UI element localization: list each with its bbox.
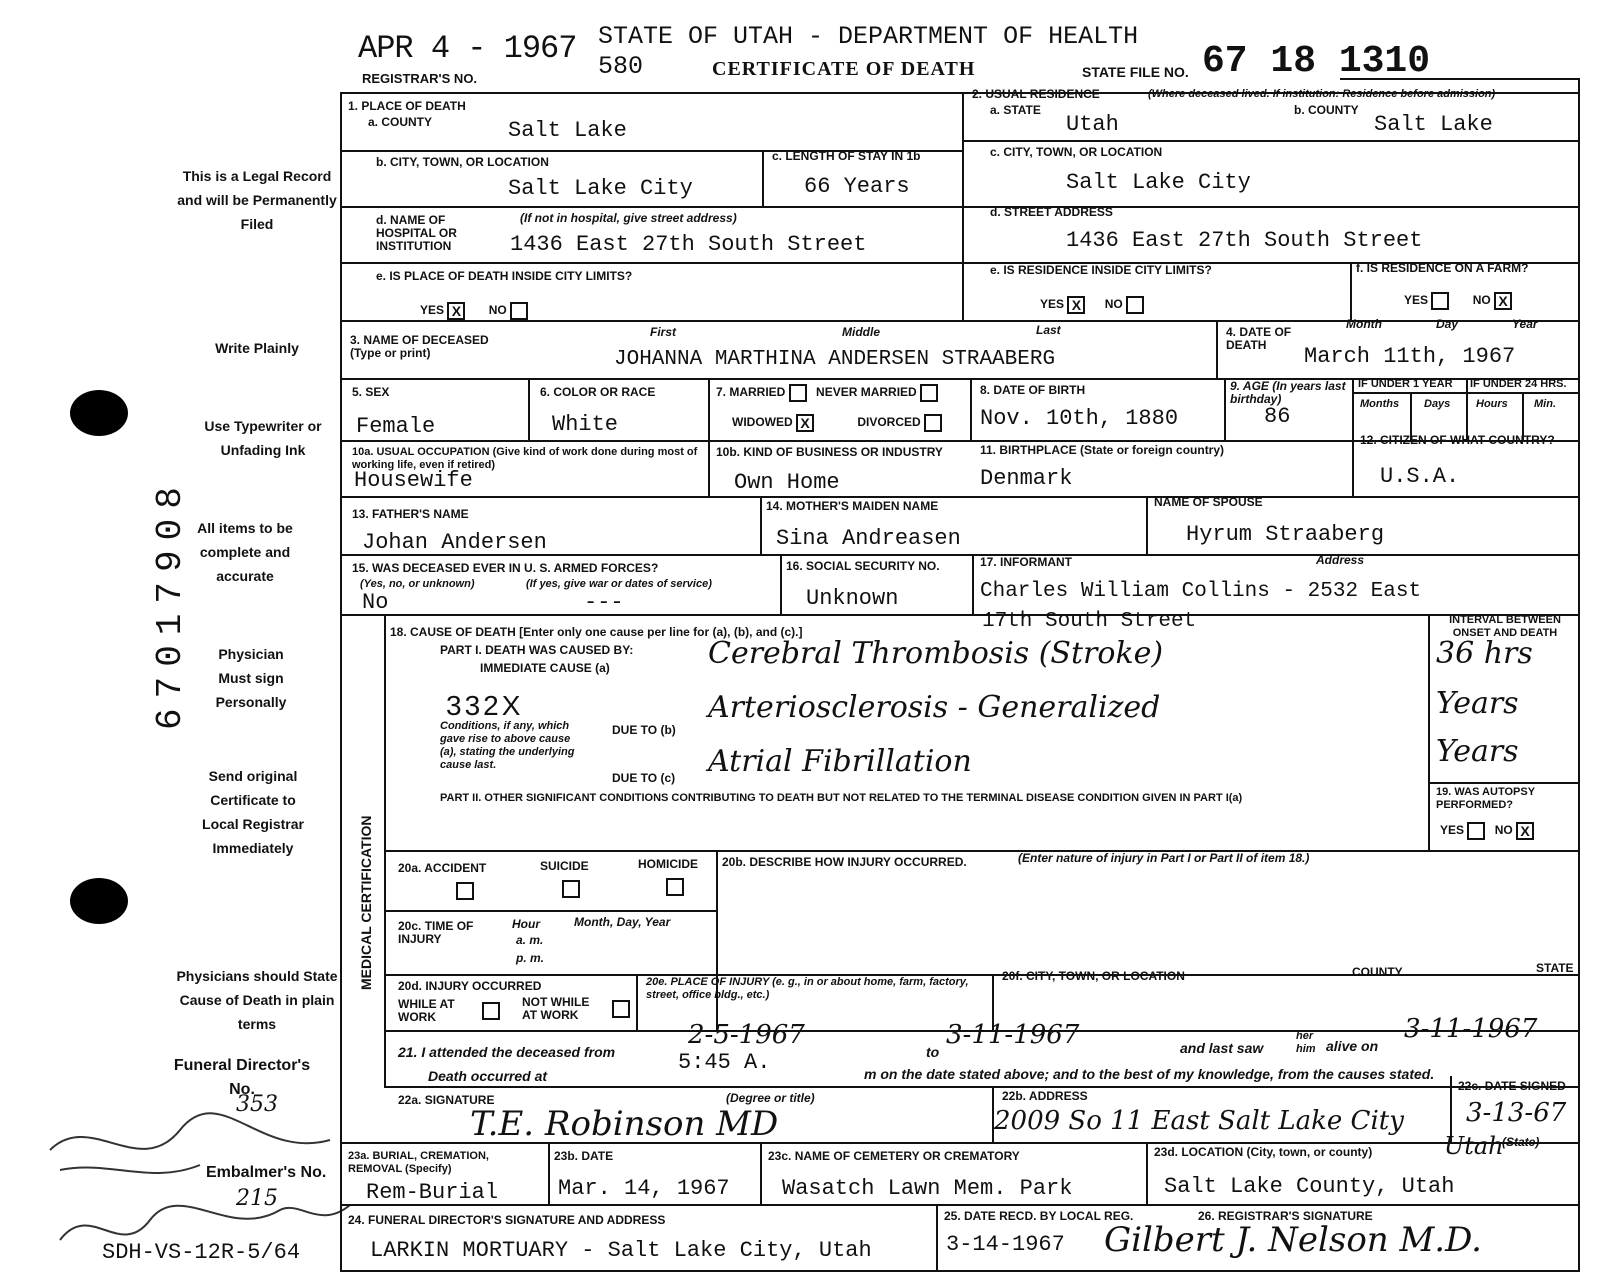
last-saw-label: and last saw	[1180, 1040, 1264, 1056]
sidebar-complete-note: All items to be complete and accurate	[197, 520, 293, 584]
place-of-death-label: 1. PLACE OF DEATH	[348, 99, 466, 113]
res-county-label: b. COUNTY	[1294, 103, 1359, 117]
divorced-checkbox[interactable]	[924, 414, 942, 432]
farm-yes-checkbox[interactable]	[1431, 292, 1449, 310]
business-label: 10b. KIND OF BUSINESS OR INDUSTRY	[716, 445, 943, 459]
burial-label: 23a. BURIAL, CREMATION, REMOVAL (Specify)	[348, 1150, 489, 1175]
armed-service: ---	[584, 590, 624, 615]
hospital-address: 1436 East 27th South Street	[510, 232, 867, 257]
day-label: Day	[1436, 317, 1459, 331]
sex: Female	[356, 414, 436, 439]
ssn-label: 16. SOCIAL SECURITY NO.	[786, 559, 940, 573]
embalmer-label: Embalmer's No.	[206, 1164, 327, 1181]
injury-county-label: COUNTY	[1352, 965, 1403, 979]
citizen-label: 12. CITIZEN OF WHAT COUNTRY?	[1360, 433, 1555, 447]
death-occurred-label: Death occurred at	[428, 1068, 548, 1084]
suicide-checkbox[interactable]	[562, 880, 580, 898]
res-city: Salt Lake City	[1066, 170, 1251, 195]
min-label: Min.	[1534, 398, 1556, 410]
part-1-label: PART I. DEATH WAS CAUSED BY:	[440, 643, 634, 657]
spouse-name: Hyrum Straaberg	[1186, 522, 1385, 547]
res-inside-label: e. IS RESIDENCE INSIDE CITY LIMITS?	[990, 263, 1212, 277]
conditions-note: Conditions, if any, which gave rise to above cause (a), stating the underlying cause last.	[440, 720, 575, 771]
stamp-date: APR 4 - 1967	[358, 30, 577, 67]
armed-note-2: (If yes, give war or dates of service)	[526, 578, 712, 590]
date-received: 3-14-1967	[946, 1232, 1065, 1257]
death-inside-yes-checkbox[interactable]: X	[447, 302, 465, 320]
farm-choice[interactable]	[1404, 292, 1512, 310]
state-file-no: 67 18 1310	[1202, 40, 1431, 83]
time-of-injury-label: 20c. TIME OF INJURY	[398, 919, 474, 946]
degree-label: (Degree or title)	[726, 1091, 815, 1105]
never-married-checkbox[interactable]	[920, 384, 938, 402]
attended-to: 3-11-1967	[946, 1020, 1080, 1050]
sidebar-legal-note: This is a Legal Record and will be Permanently Filed	[177, 168, 337, 232]
res-state-label: a. STATE	[990, 103, 1041, 117]
cemetery: Wasatch Lawn Mem. Park	[782, 1176, 1073, 1201]
death-county: Salt Lake	[508, 118, 627, 143]
mother-name: Sina Andreasen	[776, 526, 961, 551]
informant-address-label: Address	[1316, 553, 1365, 567]
pm-label: p. m.	[516, 951, 545, 965]
not-while-label: NOT WHILE AT WORK	[522, 995, 590, 1022]
burial-date: Mar. 14, 1967	[558, 1176, 730, 1201]
date-of-death: March 11th, 1967	[1304, 344, 1516, 369]
burial: Rem-Burial	[366, 1180, 499, 1205]
yes-label: YES	[1040, 297, 1065, 312]
physician-address-label: 22b. ADDRESS	[1002, 1089, 1088, 1103]
autopsy-label: 19. WAS AUTOPSY PERFORMED?	[1436, 786, 1535, 811]
occupation-label: 10a. USUAL OCCUPATION (Give kind of work done during most of working life, even if retired)	[352, 446, 698, 471]
funeral-director-no: 353	[236, 1092, 278, 1117]
yes-label: YES	[1404, 293, 1429, 308]
armed-note-1: (Yes, no, or unknown)	[360, 578, 475, 590]
father-name: Johan Andersen	[362, 530, 547, 555]
age: 86	[1264, 404, 1291, 429]
sex-label: 5. SEX	[352, 385, 390, 399]
due-to-b-label: DUE TO (b)	[612, 723, 676, 737]
form-title: CERTIFICATE OF DEATH	[712, 58, 976, 80]
funeral-director-label-24: 24. FUNERAL DIRECTOR'S SIGNATURE AND ADDRESS	[348, 1213, 666, 1227]
funeral-director: LARKIN MORTUARY - Salt Lake City, Utah	[370, 1238, 872, 1263]
birthplace-label: 11. BIRTHPLACE (State or foreign country)	[980, 443, 1225, 457]
interval-a: 36 hrs	[1436, 636, 1533, 671]
death-city-label: b. CITY, TOWN, OR LOCATION	[376, 155, 549, 169]
residence-label: 2. USUAL RESIDENCE	[972, 87, 1100, 101]
business: Own Home	[734, 470, 840, 495]
embalmer-signature-scribble	[30, 1090, 370, 1270]
date-signed-label: 22c. DATE SIGNED	[1458, 1079, 1566, 1093]
homicide-checkbox[interactable]	[666, 878, 684, 896]
interval-b: Years	[1436, 686, 1519, 721]
state-note: (State)	[1502, 1135, 1540, 1149]
year-label: Year	[1512, 317, 1538, 331]
under-24-hrs-label: IF UNDER 24 HRS.	[1470, 378, 1567, 390]
residence-note: (Where deceased lived. If institution: Residence before admission)	[1148, 88, 1496, 100]
res-county: Salt Lake	[1374, 112, 1493, 137]
punch-hole-bottom	[70, 878, 128, 924]
date-signed: 3-13-67	[1466, 1098, 1567, 1128]
am-label: a. m.	[516, 933, 544, 947]
accident-checkbox[interactable]	[456, 882, 474, 900]
medical-certification-label: MEDICAL CERTIFICATION	[358, 815, 374, 990]
registrar-no-label: REGISTRAR'S NO.	[362, 71, 478, 86]
not-while-checkbox[interactable]	[612, 1000, 630, 1018]
under-1-year-label: IF UNDER 1 YEAR	[1358, 378, 1453, 390]
father-label: 13. FATHER'S NAME	[352, 507, 469, 521]
date-of-birth: Nov. 10th, 1880	[980, 406, 1179, 431]
informant-label: 17. INFORMANT	[980, 555, 1073, 569]
form-number: SDH-VS-12R-5/64	[102, 1240, 301, 1265]
race-label: 6. COLOR OR RACE	[540, 385, 656, 399]
suicide-label: SUICIDE	[540, 859, 589, 873]
time-of-death: 5:45 A.	[678, 1050, 771, 1075]
middle-label: Middle	[842, 325, 880, 339]
widowed-checkbox[interactable]: X	[796, 414, 814, 432]
res-inside-choice[interactable]	[1040, 296, 1144, 314]
dod-label: 4. DATE OF DEATH	[1226, 325, 1292, 352]
race: White	[552, 412, 619, 437]
autopsy-no-checkbox[interactable]: X	[1516, 822, 1534, 840]
mother-label: 14. MOTHER'S MAIDEN NAME	[766, 499, 939, 513]
months-label: Months	[1360, 398, 1400, 410]
state-handwritten: Utah	[1444, 1132, 1504, 1160]
punch-hole-top	[70, 390, 128, 436]
describe-note: (Enter nature of injury in Part I or Part II of item 18.)	[1018, 851, 1310, 865]
due-to-c-label: DUE TO (c)	[612, 771, 676, 785]
res-inside-no-checkbox[interactable]	[1126, 296, 1144, 314]
deceased-name: JOHANNA MARTHINA ANDERSEN STRAABERG	[614, 348, 1056, 371]
place-of-injury-label: 20e. PLACE OF INJURY (e. g., in or about home, farm, factory, street, office bldg., etc.)	[646, 976, 969, 1001]
cause-c: Atrial Fibrillation	[708, 744, 972, 779]
sidebar-physician-note: Physician Must sign Personally	[215, 646, 287, 710]
death-inside-yes[interactable]	[420, 302, 528, 320]
attended-from: 2-5-1967	[688, 1020, 805, 1050]
birthplace: Denmark	[980, 466, 1073, 491]
physician-address: 2009 So 11 East Salt Lake City	[994, 1106, 1404, 1136]
injury-city-label: 20f. CITY, TOWN, OR LOCATION	[1002, 969, 1185, 983]
hospital-label: d. NAME OF HOSPITAL OR INSTITUTION	[376, 213, 457, 253]
marital-widowed[interactable]: WIDOWED X DIVORCED	[732, 414, 942, 432]
registrar-signature-label: 26. REGISTRAR'S SIGNATURE	[1198, 1209, 1373, 1223]
cause-label: 18. CAUSE OF DEATH [Enter only one cause per line for (a), (b), and (c).]	[390, 625, 803, 639]
burial-date-label: 23b. DATE	[554, 1149, 614, 1163]
interval-c: Years	[1436, 734, 1519, 769]
spouse-label: NAME OF SPOUSE	[1154, 495, 1263, 509]
describe-label: 20b. DESCRIBE HOW INJURY OCCURRED.	[722, 855, 967, 869]
mdy-label: Month, Day, Year	[574, 915, 671, 929]
no-label: NO	[488, 303, 507, 318]
vertical-serial-number: 67017908	[150, 477, 191, 730]
sidebar-plain-note: Physicians should State Cause of Death in plain terms	[176, 968, 338, 1032]
marital-married[interactable]: 7. MARRIED NEVER MARRIED	[716, 384, 938, 402]
homicide-label: HOMICIDE	[638, 857, 698, 871]
her-him-label: her him	[1296, 1030, 1316, 1055]
farm-label: f. IS RESIDENCE ON A FARM?	[1356, 261, 1529, 275]
informant-line-2: 17th South Street	[982, 610, 1197, 633]
name-label: 3. NAME OF DECEASED (Type or print)	[350, 333, 489, 360]
first-label: First	[650, 325, 677, 339]
sidebar-write-note: Write Plainly	[215, 340, 299, 356]
alive-on-label: alive on	[1326, 1038, 1379, 1054]
death-city: Salt Lake City	[508, 176, 693, 201]
agency-title: STATE OF UTAH - DEPARTMENT OF HEALTH	[598, 22, 1139, 51]
autopsy-choice[interactable]: YES NO X	[1440, 822, 1534, 840]
funeral-director-label: Funeral Director's No.	[173, 1057, 311, 1098]
sidebar-typewriter-note: Use Typewriter or Unfading Ink	[204, 418, 322, 458]
res-street: 1436 East 27th South Street	[1066, 228, 1423, 253]
occupation: Housewife	[354, 468, 473, 493]
death-inside-city-label: e. IS PLACE OF DEATH INSIDE CITY LIMITS?	[376, 269, 633, 283]
farm-no-checkbox[interactable]: X	[1494, 292, 1512, 310]
death-inside-no-checkbox[interactable]	[510, 302, 528, 320]
autopsy-yes-checkbox[interactable]	[1467, 822, 1485, 840]
state-file-label: STATE FILE NO.	[1082, 64, 1189, 80]
informant: Charles William Collins - 2532 East	[980, 580, 1422, 603]
while-at-work-checkbox[interactable]	[482, 1002, 500, 1020]
location-label: 23d. LOCATION (City, town, or county)	[1154, 1145, 1373, 1159]
cause-a: Cerebral Thrombosis (Stroke)	[708, 636, 1164, 671]
hour-label: Hour	[512, 917, 540, 931]
cemetery-label: 23c. NAME OF CEMETERY OR CREMATORY	[768, 1149, 1020, 1163]
no-label: NO	[1104, 297, 1123, 312]
registrar-no: 580	[598, 52, 644, 81]
part-2-label: PART II. OTHER SIGNIFICANT CONDITIONS CONTRIBUTING TO DEATH BUT NOT RELATED TO THE TERMINAL DISEASE CONDITION GIVEN IN PART I(a)	[440, 792, 1243, 804]
cause-code: 332X	[446, 690, 524, 721]
res-city-label: c. CITY, TOWN, OR LOCATION	[990, 145, 1163, 159]
married-checkbox[interactable]	[789, 384, 807, 402]
registrar-signature: Gilbert J. Nelson M.D.	[1104, 1220, 1482, 1260]
sidebar-send-note: Send original Certificate to Local Registrar Immediately	[202, 768, 304, 856]
statement-text: m on the date stated above; and to the best of my knowledge, from the causes stated.	[864, 1066, 1435, 1082]
physician-signature: T.E. Robinson MD	[470, 1104, 779, 1144]
stay-label: c. LENGTH OF STAY IN 1b	[772, 149, 921, 163]
days-label: Days	[1424, 398, 1451, 410]
res-state: Utah	[1066, 112, 1119, 137]
death-county-label: a. COUNTY	[368, 115, 433, 129]
armed-forces: No	[362, 590, 389, 615]
length-of-stay: 66 Years	[804, 174, 910, 199]
attended-label: 21. I attended the deceased from	[398, 1044, 616, 1060]
res-street-label: d. STREET ADDRESS	[990, 205, 1113, 219]
yes-label: YES	[420, 303, 445, 318]
last-label: Last	[1036, 323, 1061, 337]
embalmer-no: 215	[236, 1186, 278, 1211]
cause-b: Arteriosclerosis - Generalized	[708, 690, 1161, 725]
interval-label: INTERVAL BETWEEN ONSET AND DEATH	[1449, 614, 1561, 639]
armed-label: 15. WAS DECEASED EVER IN U. S. ARMED FORCES?	[352, 561, 659, 575]
age-label: 9. AGE (In years last birthday)	[1230, 379, 1346, 406]
social-security: Unknown	[806, 586, 899, 611]
alive-date: 3-11-1967	[1404, 1014, 1538, 1044]
injury-occurred-label: 20d. INJURY OCCURRED	[398, 979, 542, 993]
citizen: U.S.A.	[1380, 464, 1460, 489]
accident-label: 20a. ACCIDENT	[398, 861, 487, 875]
signature-label: 22a. SIGNATURE	[398, 1093, 495, 1107]
res-inside-yes-checkbox[interactable]: X	[1067, 296, 1085, 314]
month-label: Month	[1346, 317, 1382, 331]
injury-state-label: STATE	[1536, 961, 1574, 975]
recd-label: 25. DATE RECD. BY LOCAL REG.	[944, 1209, 1134, 1223]
while-at-work-label: WHILE AT WORK	[398, 997, 455, 1024]
to-label: to	[926, 1044, 940, 1060]
hours-label: Hours	[1476, 398, 1508, 410]
dob-label: 8. DATE OF BIRTH	[980, 383, 1086, 397]
burial-location: Salt Lake County, Utah	[1164, 1174, 1455, 1199]
no-label: NO	[1472, 293, 1491, 308]
hospital-note: (If not in hospital, give street address)	[520, 211, 737, 225]
immediate-cause-label: IMMEDIATE CAUSE (a)	[480, 661, 610, 675]
